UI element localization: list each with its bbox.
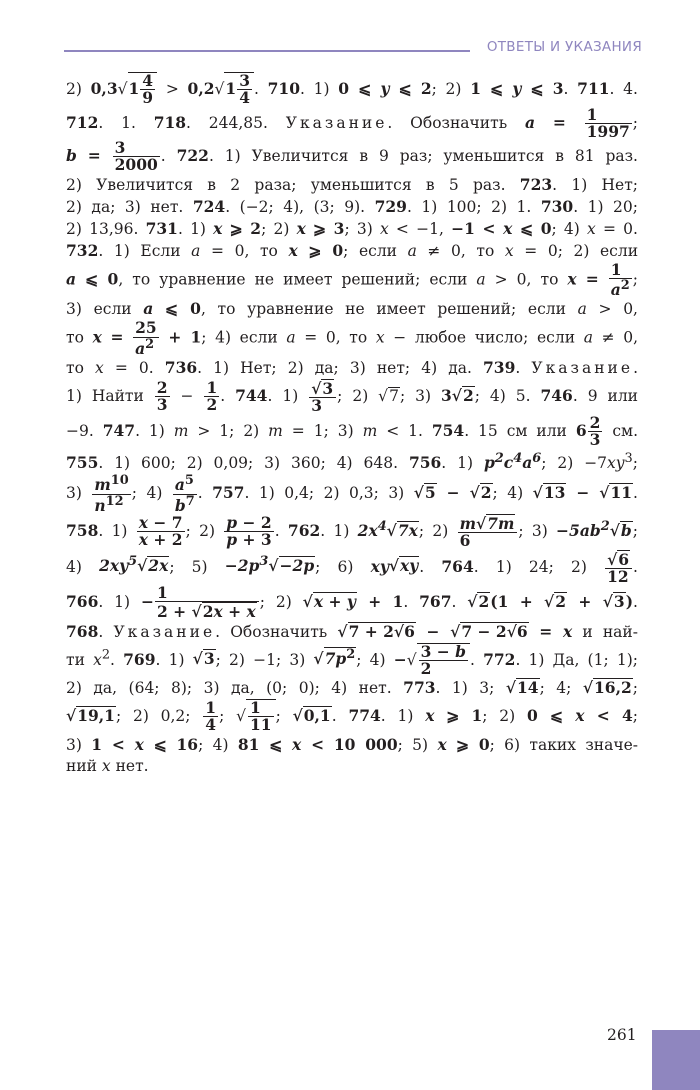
text-line: 3) $\frac{m^{10}}{n^{12}}$ ; 4) $\frac{a^5}{b^7}$ . 757. 1) 0,4; 2) 0,3; 3) √5 − √2; 4) √13 − √11. (66, 473, 638, 515)
text-line: 2) да; 3) нет. 724. (−2; 4), (3; 9). 729. 1) 100; 2) 1. 730. 1) 20; (66, 196, 638, 216)
text-line: 2) Увеличится в 2 раза; уменьшится в 5 раз. 723. 1) Нет; (66, 174, 638, 194)
text-line: 2) да, (64; 8); 3) да, (0; 0); 4) нет. 773. 1) 3; √14; 4; √16,2; (66, 678, 639, 698)
text-line: 3) если a ⩽ 0, то уравнение не имеет решений; если a > 0, (66, 299, 638, 319)
text-line: то x = $\frac{25}{a^2}$ + 1; 4) если a = 0, то x − любое число; если a ≠ 0, (66, 318, 639, 358)
text-line: то x = 0. 736. 1) Нет; 2) да; 3) нет; 4) да. 739. Указание. (66, 357, 638, 377)
text-line: 3) 1 < x ⩽ 16; 4) 81 ⩽ x < 10 000; 5) x ⩾ 0; 6) таких значе- (66, 734, 638, 754)
text-line: 2) 13,96. 731. 1) x ⩾ 2; 2) x ⩾ 3; 3) x < −1, −1 < x ⩽ 0; 4) x = 0. (66, 218, 638, 238)
page-tab (652, 1030, 700, 1090)
text-line: 2) 0,3√1 $\frac{4}{9}$ > 0,2√1 $\frac{3}{4}$ . 710. 1) 0 ⩽ y ⩽ 2; 2) 1 ⩽ y ⩽ 3. 711. 4. (66, 71, 638, 108)
header-rule (64, 50, 470, 52)
running-header (64, 36, 642, 60)
text-line: 4) $2xy^5√2x$; $5) -2p^3√-2p$; 6) xy√xy. 764. 1) 24; 2) $\frac{√6}{12}$ . (66, 549, 638, 586)
answers-text (66, 72, 638, 777)
text-line: 766. 1) − $\frac{1}{2 + √2x + x}$ ; 2) √x + y + 1. 767. √2(1 + √2 + √3). (66, 583, 638, 622)
text-line: b = $\frac{3}{2000}$ . 722. 1) Увеличится в 9 раз; уменьшится в 81 раз. (66, 138, 638, 175)
text-line: 732. 1) Если a = 0, то x ⩾ 0; если a ≠ 0, то x = 0; 2) если (66, 240, 639, 260)
text-line: ний x нет. (66, 756, 149, 775)
text-line: 758. 1) $\frac{x - 7}{x + 2}$ ; 2) $\frac{p - 2}{p + 3}$ . 762. 1) $2x^4√7x$; 2) $\frac{m√7m}{6}$ ; $3) -5ab^2√b$; (66, 513, 638, 551)
text-line: ти $x^2$. 769. 1) √3; 2) −1; 3) $√7p^2$; 4) −√ $\frac{3 - b}{2}$ . 772. 1) Да, (1; 1); (66, 641, 638, 678)
text-line: −9. 747. 1) m > 1; 2) m = 1; 3) m < 1. 754. 15 см или 6 $\frac{2}{3}$ см. (66, 412, 638, 449)
page-number: 261 (607, 1026, 637, 1044)
text-line: 712. 1. 718. 244,85. Указание. Обозначить a = $\frac{1}{1997}$ ; (66, 104, 638, 141)
text-line: 768. Указание. Обозначить √7 + 2√6 − √7 − 2√6 = x и най- (66, 621, 638, 641)
text-line: 755. 1) 600; 2) 0,09; 3) 360; 4) 648. 756. 1) $p^2c^4a^6$; $2) -7xy^3$; (66, 451, 638, 473)
text-line: √19,1; 2) 0,2; $\frac{1}{4}$ ; √ $\frac{1}{11}$ ; √0,1. 774. 1) x ⩾ 1; 2) 0 ⩽ x < 4; (66, 698, 638, 735)
header-title: ОТВЕТЫ И УКАЗАНИЯ (486, 39, 642, 55)
text-line: a ⩽ 0, то уравнение не имеет решений; если a > 0, то x = $\frac{1}{a^2}$ ; (66, 259, 638, 300)
text-line: 1) Найти $\frac{2}{3}$ − $\frac{1}{2}$ . 744. 1) $\frac{√3}{3}$ ; 2) √7; 3) 3√2; 4) 5. 746. 9 или (66, 377, 638, 416)
